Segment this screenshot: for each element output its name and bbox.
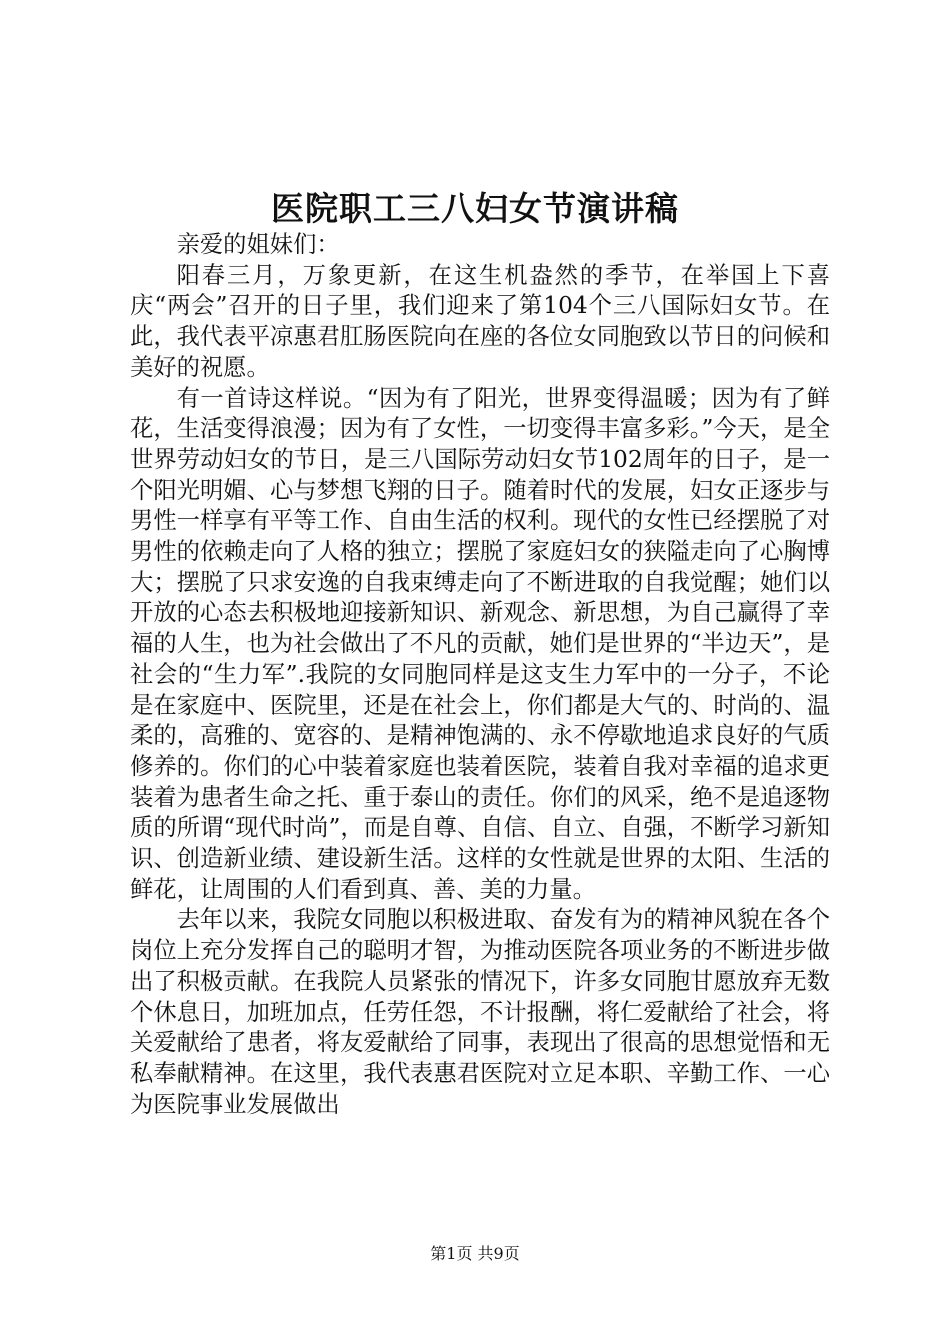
document-body [130, 230, 830, 1120]
page-number-footer: 第1页 共9页 [430, 1244, 520, 1263]
paragraph-3: 去年以来，我院女同胞以积极进取、奋发有为的精神风貌在各个岗位上充分发挥自己的聪明才智，为推动医院各项业务的不断进步做出了积极贡献。在我院人员紧张的情况下，许多女同胞甘愿放弃无数个休息日，加班加点，任劳任怨，不计报酬，将仁爱献给了社会，将关爱献给了患者，将友爱献给了同事，表现出了很高的思想觉悟和无私奉献精神。在这里，我代表惠君医院对立足本职、辛勤工作、一心为医院事业发展做出 [130, 906, 830, 1118]
paragraph-2: 有一首诗这样说。“因为有了阳光，世界变得温暖；因为有了鲜花，生活变得浪漫；因为有了女性，一切变得丰富多彩。”今天，是全世界劳动妇女的节日，是三八国际劳动妇女节102周年的日子，是一个阳光明媚、心与梦想飞翔的日子。随着时代的发展，妇女正逐步与男性一样享有平等工作、自由生活的权利。现代的女性已经摆脱了对男性的依赖走向了人格的独立；摆脱了家庭妇女的狭隘走向了心胸博大；摆脱了只求安逸的自我束缚走向了不断进取的自我觉醒；她们以开放的心态去积极地迎接新知识、新观念、新思想，为自己赢得了幸福的人生，也为社会做出了不凡的贡献，她们是世界的“半边天”，是社会的“生力军”.我院的女同胞同样是这支生力军中的一分子，不论是在家庭中、医院里，还是在社会上，你们都是大气的、时尚的、温柔的，高雅的、宽容的、是精神饱满的、永不停歇地追求良好的气质修养的。你们的心中装着家庭也装着医院，装着自我对幸福的追求更装着为患者生命之托、重于泰山的责任。你们的风采，绝不是追逐物质的所谓“现代时尚”，而是自尊、自信、自立、自强，不断学习新知识、创造新业绩、建设新生活。这样的女性就是世界的太阳、生活的鲜花，让周围的人们看到真、善、美的力量。 [130, 384, 830, 903]
salutation: 亲爱的姐妹们： [176, 231, 340, 258]
paragraph-1: 阳春三月，万象更新，在这生机盎然的季节，在举国上下喜庆“两会”召开的日子里，我们迎来了第104个三八国际妇女节。在此，我代表平凉惠君肛肠医院向在座的各位女同胞致以节日的问候和美好的祝愿。 [130, 261, 830, 381]
document-title: 医院职工三八妇女节演讲稿 [271, 189, 679, 228]
